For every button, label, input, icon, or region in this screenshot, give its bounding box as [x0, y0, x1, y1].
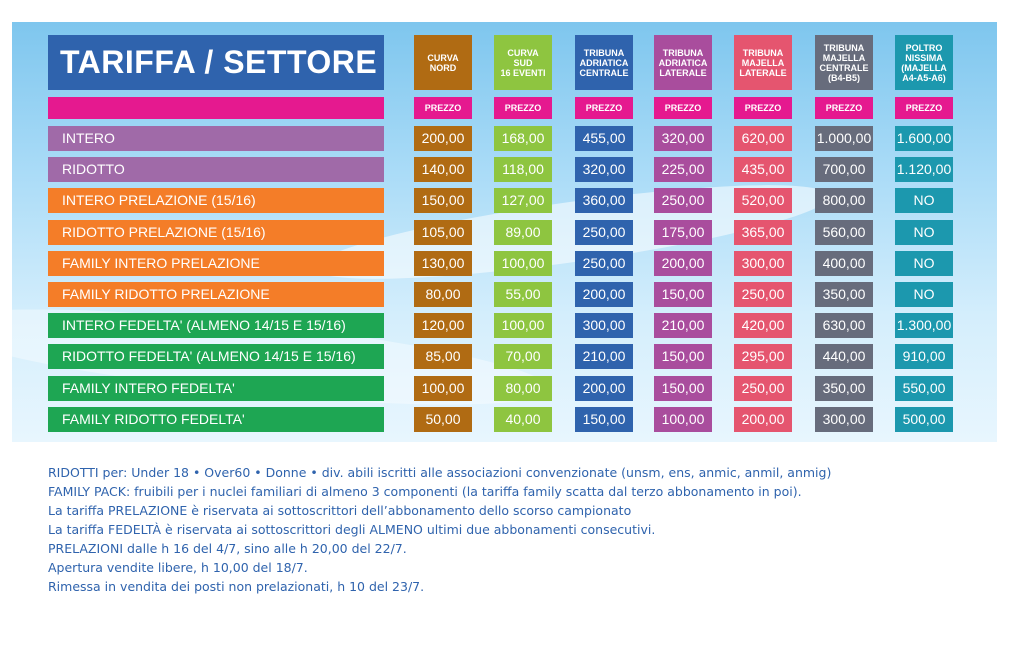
price-cell: 250,00 [575, 251, 633, 276]
row-label: RIDOTTO FEDELTA' (ALMENO 14/15 E 15/16) [48, 344, 384, 369]
row-label: RIDOTTO [48, 157, 384, 182]
price-label: PREZZO [734, 97, 792, 119]
price-cell: 300,00 [734, 251, 792, 276]
note-line: La tariffa PRELAZIONE è riservata ai sottoscrittori dell’abbonamento dello scorso campionato [48, 503, 632, 518]
price-cell: 360,00 [575, 188, 633, 213]
price-cell: 55,00 [494, 282, 552, 307]
price-cell: 1.000,00 [815, 126, 873, 151]
price-cell: 200,00 [414, 126, 472, 151]
price-cell: 250,00 [575, 220, 633, 245]
price-cell: 200,00 [575, 376, 633, 401]
column-header-label: POLTRO NISSIMA (MAJELLA A4-A5-A6) [901, 42, 947, 83]
price-cell: 250,00 [734, 376, 792, 401]
price-cell: NO [895, 220, 953, 245]
row-label: FAMILY INTERO FEDELTA' [48, 376, 384, 401]
price-cell: 520,00 [734, 188, 792, 213]
price-cell: 70,00 [494, 344, 552, 369]
price-cell: 250,00 [654, 188, 712, 213]
price-cell: 150,00 [654, 344, 712, 369]
price-cell: 300,00 [815, 407, 873, 432]
notes [48, 463, 1008, 596]
price-cell: 420,00 [734, 313, 792, 338]
column-header [734, 35, 792, 90]
price-cell: 200,00 [654, 251, 712, 276]
price-cell: 700,00 [815, 157, 873, 182]
price-cell: 1.600,00 [895, 126, 953, 151]
column-header-label: TRIBUNA MAJELLA CENTRALE (B4-B5) [819, 42, 869, 83]
row-label: INTERO [48, 126, 384, 151]
row-label: INTERO PRELAZIONE (15/16) [48, 188, 384, 213]
price-label: PREZZO [575, 97, 633, 119]
price-cell: 175,00 [654, 220, 712, 245]
price-cell: 320,00 [575, 157, 633, 182]
price-label: PREZZO [895, 97, 953, 119]
column-header-label: TRIBUNA ADRIATICA CENTRALE [579, 47, 629, 78]
price-cell: 550,00 [895, 376, 953, 401]
price-cell: 150,00 [654, 376, 712, 401]
title-underline-bar [48, 97, 384, 119]
price-cell: 100,00 [654, 407, 712, 432]
price-cell: 150,00 [575, 407, 633, 432]
price-cell: 80,00 [494, 376, 552, 401]
price-cell: 200,00 [734, 407, 792, 432]
column-header [815, 35, 873, 90]
price-label: PREZZO [414, 97, 472, 119]
price-cell: 100,00 [494, 251, 552, 276]
price-cell: 620,00 [734, 126, 792, 151]
row-label: FAMILY INTERO PRELAZIONE [48, 251, 384, 276]
price-cell: 1.120,00 [895, 157, 953, 182]
note-line: Apertura vendite libere, h 10,00 del 18/7. [48, 560, 308, 575]
note-line: Rimessa in vendita dei posti non prelazionati, h 10 del 23/7. [48, 579, 425, 594]
price-label: PREZZO [494, 97, 552, 119]
price-cell: 85,00 [414, 344, 472, 369]
price-cell: 435,00 [734, 157, 792, 182]
price-cell: 365,00 [734, 220, 792, 245]
price-cell: 80,00 [414, 282, 472, 307]
price-cell: NO [895, 188, 953, 213]
price-cell: 140,00 [414, 157, 472, 182]
price-cell: 210,00 [575, 344, 633, 369]
column-header-label: CURVA SUD 16 EVENTI [500, 47, 546, 78]
note-line: La tariffa FEDELTÀ è riservata ai sottoscrittori degli ALMENO ultimi due abbonamenti consecutivi. [48, 522, 656, 537]
price-cell: 350,00 [815, 282, 873, 307]
column-header [654, 35, 712, 90]
price-cell: NO [895, 282, 953, 307]
price-cell: 89,00 [494, 220, 552, 245]
price-cell: 150,00 [414, 188, 472, 213]
price-cell: 200,00 [575, 282, 633, 307]
row-label: FAMILY RIDOTTO FEDELTA' [48, 407, 384, 432]
column-header [895, 35, 953, 90]
price-cell: 118,00 [494, 157, 552, 182]
price-cell: 100,00 [414, 376, 472, 401]
price-cell: 120,00 [414, 313, 472, 338]
price-cell: 1.300,00 [895, 313, 953, 338]
price-cell: 400,00 [815, 251, 873, 276]
row-label: FAMILY RIDOTTO PRELAZIONE [48, 282, 384, 307]
price-cell: 225,00 [654, 157, 712, 182]
note-line: RIDOTTI per: Under 18 • Over60 • Donne • div. abili iscritti alle associazioni convenzionate (unsm, ens, anmic, anmil, anmig) [48, 465, 832, 480]
price-cell: 350,00 [815, 376, 873, 401]
price-cell: 50,00 [414, 407, 472, 432]
price-cell: 127,00 [494, 188, 552, 213]
note-line: PRELAZIONI dalle h 16 del 4/7, sino alle h 20,00 del 22/7. [48, 541, 407, 556]
row-label: RIDOTTO PRELAZIONE (15/16) [48, 220, 384, 245]
column-header-label: TRIBUNA MAJELLA LATERALE [739, 47, 787, 78]
price-cell: 168,00 [494, 126, 552, 151]
price-cell: 300,00 [575, 313, 633, 338]
price-cell: 295,00 [734, 344, 792, 369]
price-cell: 210,00 [654, 313, 712, 338]
price-cell: 500,00 [895, 407, 953, 432]
price-cell: 910,00 [895, 344, 953, 369]
column-header [575, 35, 633, 90]
price-cell: 320,00 [654, 126, 712, 151]
price-cell: 40,00 [494, 407, 552, 432]
price-cell: 250,00 [734, 282, 792, 307]
price-cell: 455,00 [575, 126, 633, 151]
price-cell: 105,00 [414, 220, 472, 245]
column-header-label: TRIBUNA ADRIATICA LATERALE [658, 47, 708, 78]
price-cell: 560,00 [815, 220, 873, 245]
price-cell: 440,00 [815, 344, 873, 369]
price-cell: 150,00 [654, 282, 712, 307]
table-title: TARIFFA / SETTORE [48, 35, 384, 90]
price-cell: 630,00 [815, 313, 873, 338]
price-label: PREZZO [654, 97, 712, 119]
column-header [414, 35, 472, 90]
price-cell: NO [895, 251, 953, 276]
price-cell: 130,00 [414, 251, 472, 276]
price-cell: 800,00 [815, 188, 873, 213]
price-label: PREZZO [815, 97, 873, 119]
column-header [494, 35, 552, 90]
row-label: INTERO FEDELTA' (ALMENO 14/15 E 15/16) [48, 313, 384, 338]
column-header-label: CURVA NORD [427, 52, 459, 73]
note-line: FAMILY PACK: fruibili per i nuclei familiari di almeno 3 componenti (la tariffa family scatta dal terzo abbonamento in poi). [48, 484, 802, 499]
price-cell: 100,00 [494, 313, 552, 338]
